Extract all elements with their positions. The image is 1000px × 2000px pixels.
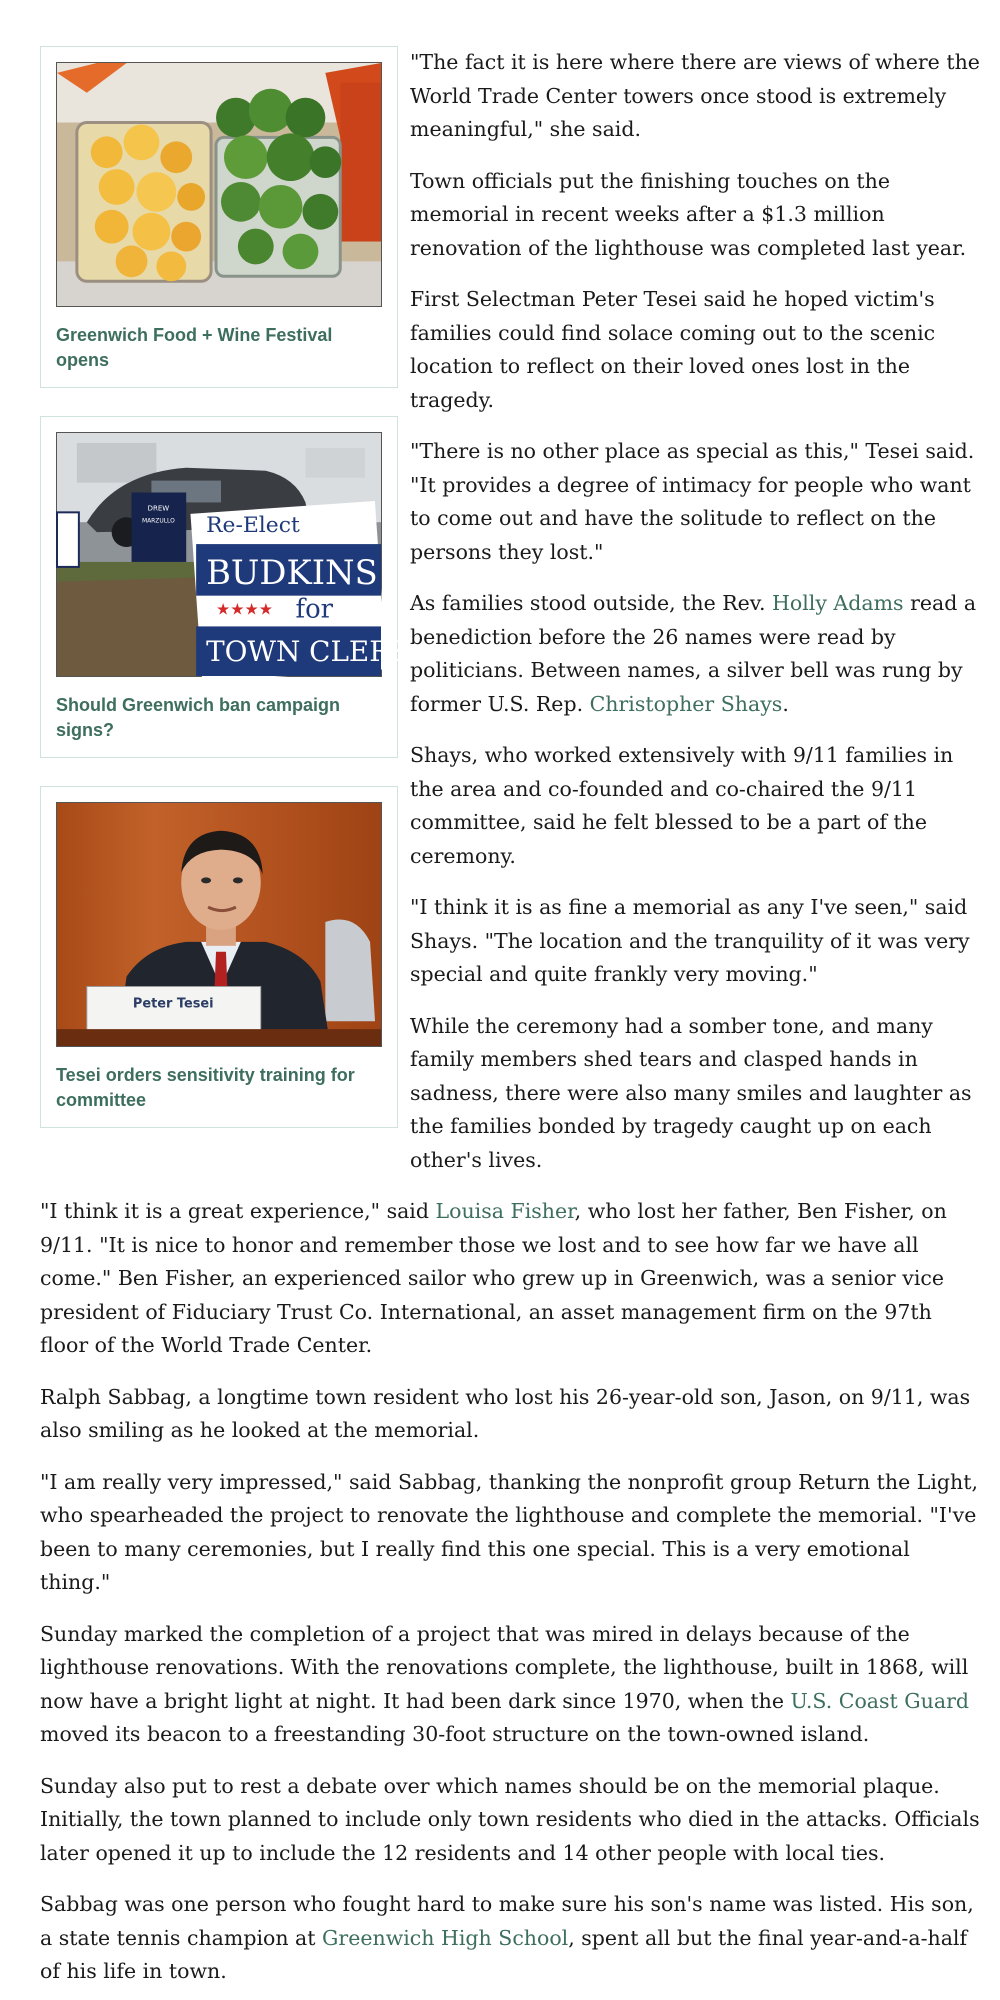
article-paragraph: "I think it is as fine a memorial as any I've seen," said Shays. "The location and the tranquility of it was very special and quite frankly very moving."	[410, 895, 970, 986]
campaign-signs-thumbnail[interactable]	[56, 432, 411, 677]
article-paragraph: Ralph Sabbag, a longtime town resident who lost his 26-year-old son, Jason, on 9/11, was also smiling as he looked at the memorial.	[40, 1384, 971, 1442]
paragraph-text: As families stood outside, the Rev.	[410, 591, 772, 615]
article-paragraph: "There is no other place as special as this," Tesei said. "It provides a degree of intimacy for people who want to come out and have the solitude to reflect on the persons they lost."	[410, 439, 975, 564]
article-paragraph	[40, 1618, 980, 1752]
peter-tesei-photo	[57, 803, 381, 1046]
related-story-link[interactable]: Greenwich Food + Wine Festival opens	[56, 325, 333, 370]
campaign-sign-text: MARZULLO	[141, 517, 175, 525]
campaign-sign-text: BUDKINS	[206, 552, 378, 592]
related-stories-sidebar	[40, 46, 411, 1156]
related-story-link[interactable]: Should Greenwich ban campaign signs?	[56, 695, 341, 740]
related-story-card[interactable]	[40, 786, 398, 1128]
paragraph-text: moved its beacon to a freestanding 30-foot structure on the town-owned island.	[40, 1722, 870, 1746]
food-festival-thumbnail[interactable]	[56, 62, 382, 307]
article-paragraph: "I am really very impressed," said Sabbag, thanking the nonprofit group Return the Light, who spearheaded the project to renovate the lighthouse and complete the memorial. "I've been to many ceremonies, but I really find this one special. This is a very emotional thing."	[40, 1469, 979, 1594]
us-coast-guard-link[interactable]: U.S. Coast Guard	[790, 1688, 970, 1713]
food-festival-photo	[57, 63, 381, 306]
article-paragraph	[40, 1888, 980, 1989]
paragraph-text: "I think it is a great experience," said	[40, 1199, 436, 1223]
christopher-shays-link[interactable]: Christopher Shays	[589, 691, 783, 716]
article-paragraph: Town officials put the finishing touches on the memorial in recent weeks after a $1.3 million renovation of the lighthouse was completed last year.	[410, 168, 967, 260]
louisa-fisher-link[interactable]: Louisa Fisher	[435, 1199, 575, 1223]
tesei-thumbnail[interactable]	[56, 802, 382, 1047]
paragraph-text: , who lost her father, Ben Fisher, on 9/11. "It is nice to honor and remember those we lost and to see how far we have all come." Ben Fisher, an experienced sailor who grew up in Greenwich, was a senior vice president of Fiduciary Trust Co. International, an asset management firm on the 97th floor of the World Trade Center.	[40, 1199, 947, 1357]
campaign-sign-text: for	[295, 594, 333, 625]
campaign-signs-photo	[57, 433, 411, 676]
related-story-link[interactable]: Tesei orders sensitivity training for committee	[56, 1065, 355, 1110]
nameplate-text: Peter Tesei	[132, 996, 214, 1012]
paragraph-text: Sabbag was one person who fought hard to make sure his son's name was listed. His son, a state tennis champion at	[40, 1892, 974, 1950]
paragraph-text: .	[782, 691, 789, 716]
holly-adams-link[interactable]: Holly Adams	[772, 591, 904, 615]
campaign-sign-text: DREW	[147, 504, 170, 513]
paragraph-text: , spent all but the final year-and-a-half of his life in town.	[40, 1925, 968, 1983]
campaign-stars: ★★★★	[216, 599, 274, 619]
article-paragraph: Sunday also put to rest a debate over which names should be on the memorial plaque. Initially, the town planned to include only town residents who died in the attacks. Officials later opened it up to include the 12 residents and 14 other people with local ties.	[40, 1773, 980, 1865]
paragraph-text: Sunday marked the completion of a project that was mired in delays because of the lighthouse renovations. With the renovations complete, the lighthouse, built in 1868, will now have a bright light at night. It had been dark since 1970, when the	[40, 1621, 969, 1713]
greenwich-high-school-link[interactable]: Greenwich High School	[322, 1925, 569, 1950]
article-paragraph: While the ceremony had a somber tone, and many family members shed tears and clasped hands in sadness, there were also many smiles and laughter as the families bonded by tragedy caught up on each other's lives.	[410, 1013, 972, 1172]
campaign-sign-text: TOWN CLERK	[206, 635, 411, 669]
article-paragraph	[40, 1195, 980, 1363]
article-paragraph: First Selectman Peter Tesei said he hoped victim's families could find solace coming out to the scenic location to reflect on their loved ones lost in the tragedy.	[410, 287, 936, 412]
related-story-card[interactable]	[40, 416, 411, 758]
related-story-card[interactable]	[40, 46, 398, 388]
campaign-sign-text: Re-Elect	[206, 513, 300, 539]
article-paragraph: Shays, who worked extensively with 9/11 families in the area and co-founded and co-chaired the 9/11 committee, said he felt blessed to be a part of the ceremony.	[410, 743, 954, 868]
article-paragraph: "The fact it is here where there are views of where the World Trade Center towers once stood is extremely meaningful," she said.	[410, 50, 980, 141]
paragraph-text: read a benediction before the 26 names were read by politicians. Between names, a silver bell was rung by former U.S. Rep.	[410, 591, 977, 716]
